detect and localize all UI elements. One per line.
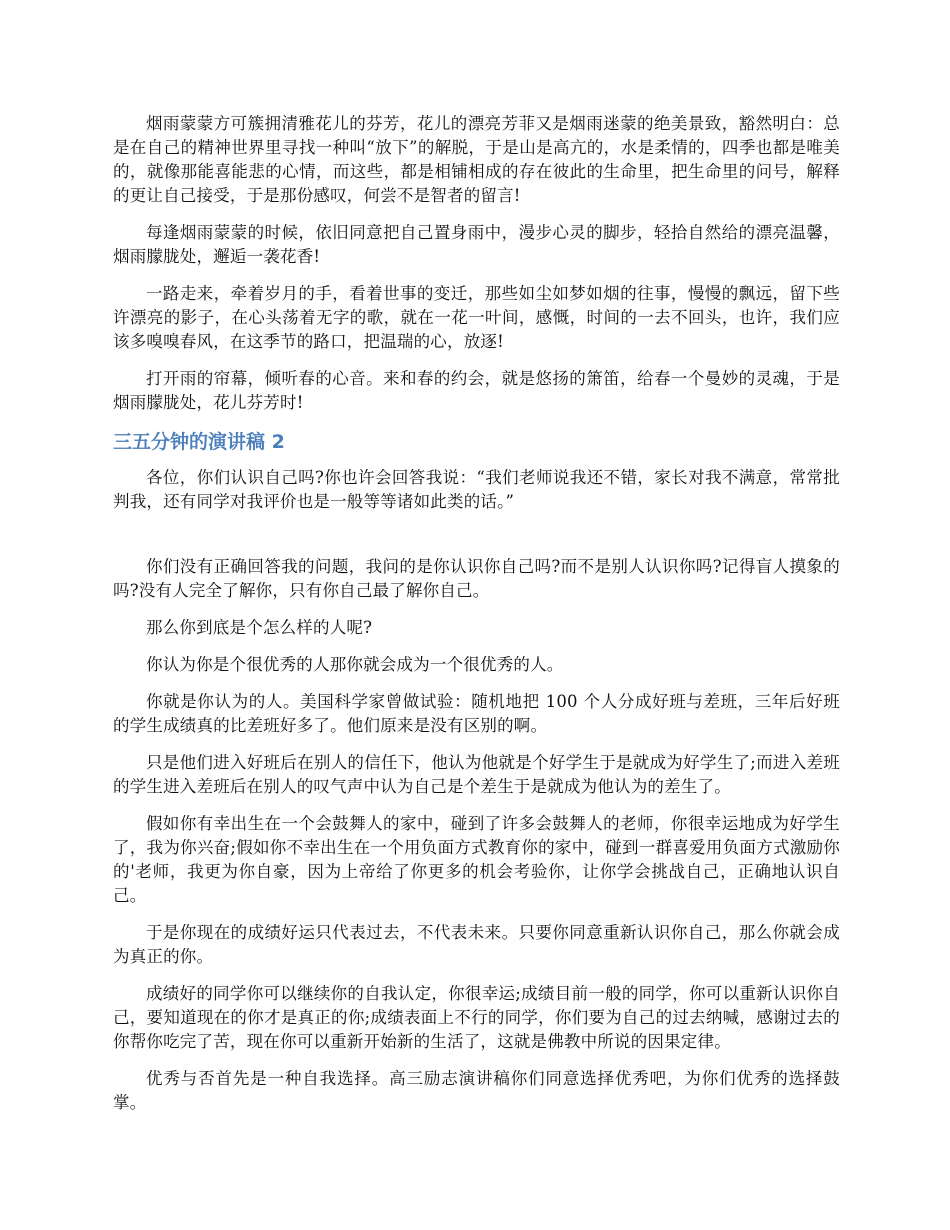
intro-paragraph: 各位，你们认识自己吗?你也许会回答我说：“我们老师说我还不错，家长对我不满意，常常批判我，还有同学对我评价也是一般等等诸如此类的话。” — [113, 468, 840, 511]
section-heading: 三五分钟的演讲稿 2 — [113, 431, 285, 453]
paragraph: 优秀与否首先是一种自我选择。高三励志演讲稿你们同意选择优秀吧，为你们优秀的选择鼓掌。 — [113, 1069, 840, 1112]
document-page — [113, 112, 840, 1128]
blank-line — [113, 527, 840, 555]
paragraph: 成绩好的同学你可以继续你的自我认定，你很幸运;成绩目前一般的同学，你可以重新认识你自己，要知道现在的你才是真正的你;成绩表面上不行的同学，你们要为自己的过去纳喊，感谢过去的你帮你吃完了苦，现在你可以重新开始新的生活了，这就是佛教中所说的因果定律。 — [113, 984, 840, 1051]
paragraph: 那么你到底是个怎么样的人呢? — [146, 618, 373, 637]
paragraph: 打开雨的帘幕，倾听春的心音。来和春的约会，就是悠扬的箫笛，给春一个曼妙的灵魂，于是烟雨朦胧处，花儿芬芳时! — [113, 369, 840, 412]
paragraph: 烟雨蒙蒙方可簇拥清雅花儿的芬芳，花儿的漂亮芳菲又是烟雨迷蒙的绝美景致，豁然明白：总是在自己的精神世界里寻找一种叫“放下”的解脱，于是山是高亢的，水是柔情的，四季也都是唯美的，就像那能喜能悲的心情，而这些，都是相铺相成的存在彼此的生命里，把生命里的问号，解释的更让自己接受，于是那份感叹，何尝不是智者的留言! — [113, 114, 840, 205]
paragraph: 你就是你认为的人。美国科学家曾做试验：随机地把 100 个人分成好班与差班，三年后好班的学生成绩真的比差班好多了。他们原来是没有区别的啊。 — [113, 692, 840, 735]
paragraph: 你认为你是个很优秀的人那你就会成为一个很优秀的人。 — [146, 655, 564, 674]
paragraph: 假如你有幸出生在一个会鼓舞人的家中，碰到了许多会鼓舞人的老师，你很幸运地成为好学生了，我为你兴奋;假如你不幸出生在一个用负面方式教育你的家中，碰到一群喜爱用负面方式激励你的'老师，我更为你自豪，因为上帝给了你更多的机会考验你，让你学会挑战自己，正确地认识自己。 — [113, 814, 840, 905]
essay-section-2 — [113, 428, 840, 1115]
essay-section-1 — [113, 112, 840, 415]
paragraph: 每逢烟雨蒙蒙的时候，依旧同意把自己置身雨中，漫步心灵的脚步，轻拾自然给的漂亮温馨，烟雨朦胧处，邂逅一袭花香! — [113, 223, 840, 266]
paragraph: 一路走来，牵着岁月的手，看着世事的变迁，那些如尘如梦如烟的往事，慢慢的飘远，留下些许漂亮的影子，在心头荡着无字的歌，就在一花一叶间，感慨，时间的一去不回头，也许，我们应该多嗅嗅春风，在这季节的路口，把温瑞的心，放逐! — [113, 284, 840, 351]
paragraph: 你们没有正确回答我的问题，我问的是你认识你自己吗?而不是别人认识你吗?记得盲人摸象的吗?没有人完全了解你，只有你自己最了解你自己。 — [113, 557, 840, 600]
paragraph: 只是他们进入好班后在别人的信任下，他认为他就是个好学生于是就成为好学生了;而进入差班的学生进入差班后在别人的叹气声中认为自己是个差生于是就成为他认为的差生了。 — [113, 753, 840, 796]
paragraph: 于是你现在的成绩好运只代表过去，不代表未来。只要你同意重新认识你自己，那么你就会成为真正的你。 — [113, 923, 840, 966]
